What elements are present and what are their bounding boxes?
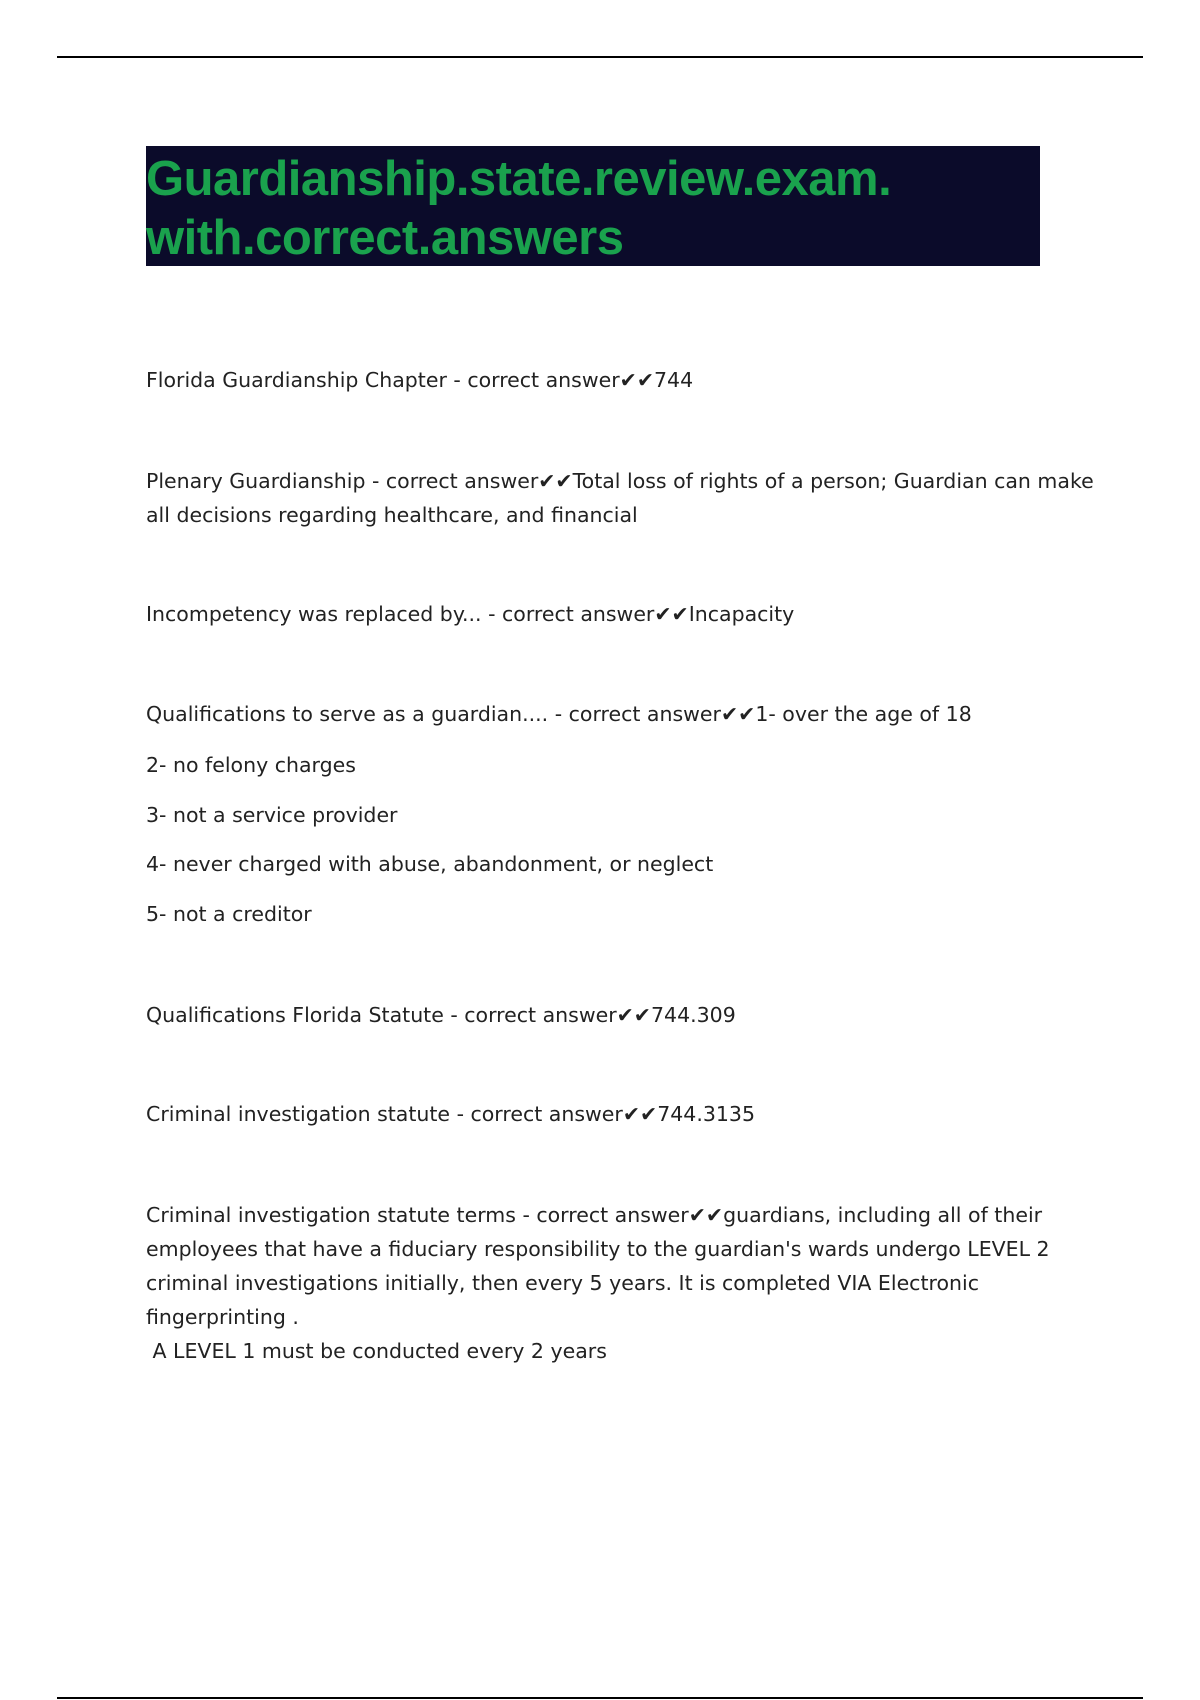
answer-marker: - correct answer✔✔: [450, 1003, 651, 1027]
qa-entry-qualifications-statute: [146, 998, 1096, 1032]
answer-marker: - correct answer✔✔: [522, 1203, 724, 1227]
qa-entry-criminal-statute-terms: [146, 1198, 1096, 1368]
footer-rule: [57, 1697, 1143, 1699]
answer-text: Total loss of rights of a person; Guardian can make: [572, 469, 1094, 493]
answer-text: Incapacity: [688, 602, 795, 626]
header-rule: [57, 56, 1143, 58]
entry-line-1: [146, 1198, 1096, 1232]
answer-text-continued: A LEVEL 1 must be conducted every 2 years: [146, 1339, 607, 1363]
answer-marker: - correct answer✔✔: [372, 469, 573, 493]
answer-marker: - correct answer✔✔: [456, 1102, 658, 1126]
question-text: Incompetency was replaced by...: [146, 602, 482, 626]
title-line-1: Guardianship.state.review.exam.: [146, 152, 892, 206]
qa-entry-criminal-statute: [146, 1097, 1096, 1131]
answer-text: 744.309: [650, 1003, 736, 1027]
qa-entry-chapter: [146, 363, 1096, 397]
answer-text-continued: criminal investigations initially, then every 5 years. It is completed VIA Electronic fingerprinting .: [146, 1271, 979, 1329]
qa-entry-qualifications: [146, 697, 1096, 731]
answer-text: 744: [654, 368, 694, 392]
question-text: Florida Guardianship Chapter: [146, 368, 447, 392]
answer-marker: - correct answer✔✔: [554, 702, 756, 726]
list-item: 2- no felony charges: [146, 753, 356, 777]
answer-text: 1- over the age of 18: [755, 702, 972, 726]
answer-text: 744.3135: [657, 1102, 756, 1126]
list-item: 3- not a service provider: [146, 803, 398, 827]
entry-line-1: [146, 464, 1096, 498]
question-text: Qualifications Florida Statute: [146, 1003, 444, 1027]
title-line-2: with.correct.answers: [146, 211, 624, 265]
answer-marker: - correct answer✔✔: [453, 368, 655, 392]
answer-text-continued: employees that have a fiduciary responsibility to the guardian's wards undergo LEVEL 2: [146, 1237, 1050, 1261]
list-item: 4- never charged with abuse, abandonment, or neglect: [146, 852, 714, 876]
question-text: Qualifications to serve as a guardian....: [146, 702, 549, 726]
question-text: Criminal investigation statute: [146, 1102, 451, 1126]
answer-text: guardians, including all of their: [723, 1203, 1043, 1227]
list-item: 5- not a creditor: [146, 902, 312, 926]
answer-text-continued: all decisions regarding healthcare, and financial: [146, 503, 638, 527]
answer-marker: - correct answer✔✔: [488, 602, 689, 626]
qa-entry-incompetency: [146, 597, 1096, 631]
question-text: Criminal investigation statute terms: [146, 1203, 516, 1227]
qa-entry-plenary: [146, 464, 1096, 532]
question-text: Plenary Guardianship: [146, 469, 366, 493]
document-title: [146, 150, 1040, 268]
